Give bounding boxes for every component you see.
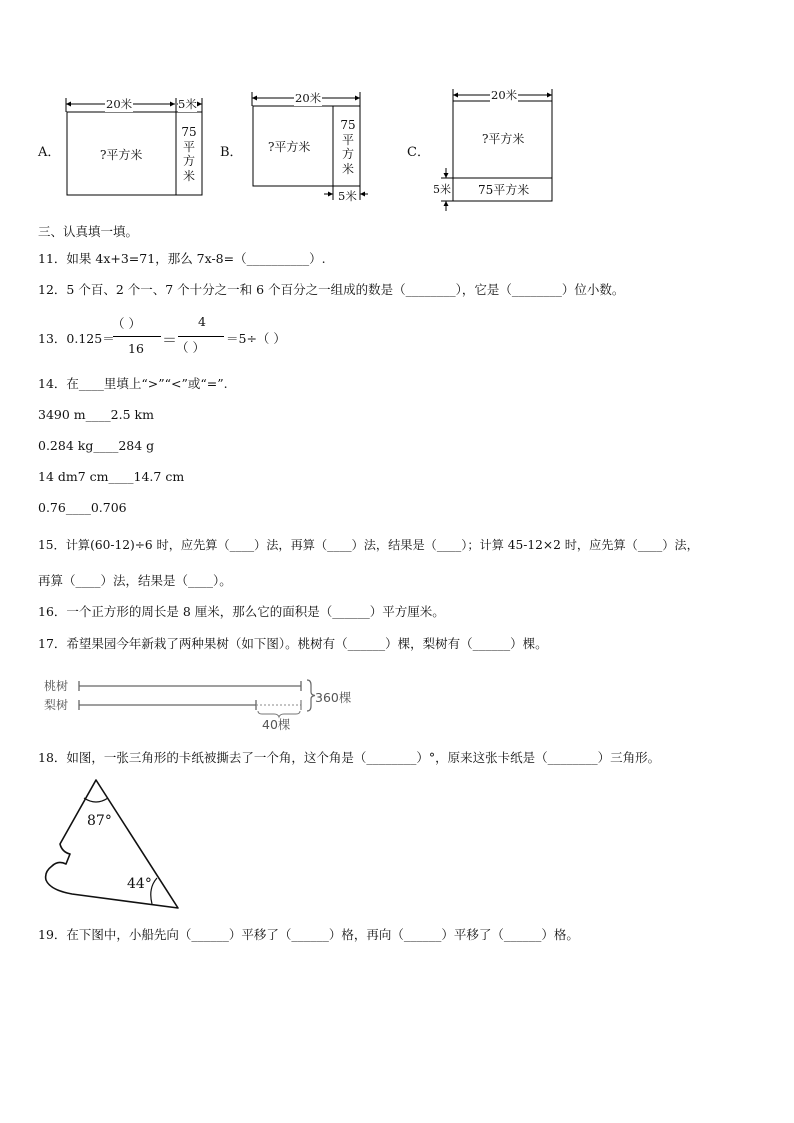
q13-den1: 16 [128,341,144,356]
option-a-right-area-l4: 米 [182,168,195,183]
q17-diff-label: 40棵 [262,717,291,732]
question-14-stem: 14．在____里填上“>”“<”或“=”. [38,376,228,391]
option-a-label: A． [38,145,61,160]
option-a-right-dim: 5米 [178,97,197,111]
question-15-line2: 再算（____）法，结果是（____）。 [38,573,232,588]
question-12: 12．5 个百、2 个一、7 个十分之一和 6 个百分之一组成的数是（________），它是（________）位小数。 [38,282,625,297]
option-c-top-dim: 20米 [491,88,518,102]
question-16: 16．一个正方形的周长是 8 厘米，那么它的面积是（______）平方厘米。 [38,604,445,619]
q14-item: 0.284 kg____284 g [38,438,155,453]
q14-item: 3490 m____2.5 km [38,407,154,422]
option-b-top-dim: 20米 [295,91,322,105]
option-a-left-area: ?平方米 [100,148,143,162]
option-c-top-area: ?平方米 [482,132,525,146]
option-b-left-area: ?平方米 [268,140,311,154]
q13-num2: 4 [198,314,206,329]
option-b-right-area [339,118,357,176]
question-15-line1: 15．计算(60-12)÷6 时，应先算（____）法，再算（____）法，结果是（____）；计算 45-12×2 时，应先算（____）法， [38,538,699,552]
option-c-label: C． [407,145,430,160]
section-title: 三、认真填一填。 [38,224,139,239]
option-b-right-area-l3: 方 [341,147,354,161]
option-a-right-area-l2: 平 [182,139,195,154]
option-b-bottom-dim: 5米 [338,189,357,203]
q17-label-peach: 桃树 [44,679,69,693]
option-a-right-area-l1: 75 [181,125,197,139]
q13-den2: （ ） [176,340,205,355]
q14-item: 0.76____0.706 [38,500,127,515]
q18-triangle-figure [38,776,188,916]
q18-angle-44: 44° [127,876,152,892]
q13-eq: ＝ [162,331,178,349]
q13-prefix: 13．0.125＝ [38,331,115,346]
q14-item: 14 dm7 cm____14.7 cm [38,469,185,484]
option-a-top-dim: 20米 [106,97,133,111]
option-a-right-area [180,125,198,183]
q13-num1: （ ） [112,316,141,331]
q13-fraction-bar-2 [178,336,224,337]
option-b-right-area-l1: 75 [340,118,356,132]
option-a-right-area-l3: 方 [182,154,195,168]
q13-suffix: ＝5÷（ ） [226,331,286,346]
option-c-bottom-area: 75平方米 [478,183,530,197]
question-19: 19．在下图中，小船先向（______）平移了（______）格，再向（______）平移了（______）格。 [38,927,579,942]
question-17: 17．希望果园今年新栽了两种果树（如下图）。桃树有（______）棵，梨树有（______）棵。 [38,636,548,651]
option-b-label: B． [220,145,243,160]
q17-bar-diagram [74,676,334,726]
option-c-side-dim: 5米 [433,183,451,196]
q13-fraction-bar-1 [113,336,161,337]
option-b-right-area-l2: 平 [341,132,354,147]
option-b-right-area-l4: 米 [341,161,354,176]
question-18: 18．如图，一张三角形的卡纸被撕去了一个角，这个角是（________）°，原来这张卡纸是（________）三角形。 [38,750,661,765]
q17-label-pear: 梨树 [44,698,69,712]
q17-total-label: 360棵 [315,690,352,705]
q18-angle-87: 87° [87,813,112,829]
question-11: 11．如果 4x+3=71，那么 7x-8=（__________）. [38,251,326,266]
